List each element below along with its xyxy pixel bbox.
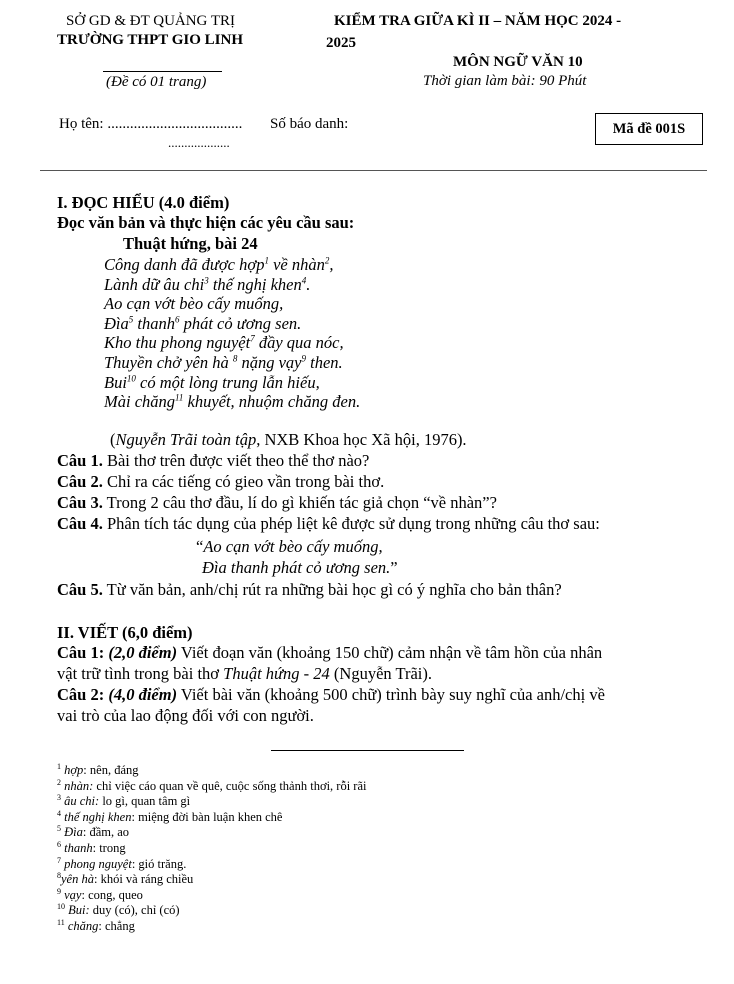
question-1: Câu 1. Bài thơ trên được viết theo thể thơ nào? <box>57 451 370 470</box>
footnote: $^{10}$ Bui: duy (có), chỉ (có) <box>57 902 180 918</box>
quoted-line-2: Đìa thanh phát cỏ ương sen.” <box>202 558 398 577</box>
poem-line: Ao cạn vớt bèo cấy muống, <box>104 294 284 314</box>
candidate-number-label: Số báo danh: <box>270 116 349 132</box>
subject-title: MÔN NGỮ VĂN 10 <box>453 54 583 70</box>
footnote-divider <box>271 750 464 751</box>
section2-heading: II. VIẾT (6,0 điểm) <box>57 623 193 642</box>
quoted-line-1: “Ao cạn vớt bèo cấy muống, <box>196 537 383 556</box>
writing-question-1: Câu 1: (2,0 điểm) Viết đoạn văn (khoảng 150 chữ) cảm nhận về tâm hồn của nhân vật trữ tình trong bài thơ Thuật hứng - 24 (Nguyễn Trãi). <box>57 643 603 683</box>
exam-code-box <box>595 113 703 145</box>
exam-code: Mã đề 001S <box>612 121 686 137</box>
questions <box>57 451 600 533</box>
question-3: Câu 3. Trong 2 câu thơ đầu, lí do gì khiến tác giả chọn “về nhàn”? <box>57 493 497 512</box>
page-count-note: (Đề có 01 trang) <box>106 74 207 90</box>
writing-question-2: Câu 2: (4,0 điểm) Viết bài văn (khoảng 500 chữ) trình bày suy nghĩ của anh/chị về vai trò của lao động đối với con người. <box>57 685 605 725</box>
exam-year: 2025 <box>326 35 356 51</box>
footnote: $^{11}$ chăng: chẳng <box>57 917 135 933</box>
school-name: TRƯỜNG THPT GIO LINH <box>57 32 244 48</box>
poem-line: Kho thu phong nguyệt$^7$ đầy qua nóc, <box>104 333 344 353</box>
poem-title: Thuật hứng, bài 24 <box>123 234 258 253</box>
poem <box>104 255 360 412</box>
candidate-number-dots: ................... <box>168 135 230 150</box>
footnote: $^2$ nhàn: chỉ việc cáo quan về quê, cuộc sống thảnh thơi, rỗi rãi <box>57 777 367 793</box>
footnotes <box>57 763 366 935</box>
poem-source: (Nguyễn Trãi toàn tập, NXB Khoa học Xã hội, 1976). <box>110 430 467 449</box>
section1-instruction: Đọc văn bản và thực hiện các yêu cầu sau: <box>57 213 355 232</box>
footnote: $^7$ phong nguyệt: gió trăng. <box>57 855 187 871</box>
section1-heading: I. ĐỌC HIỂU (4.0 điểm) <box>57 193 230 212</box>
footnote: $^9$ vạy: cong, queo <box>57 886 143 902</box>
poem-line: Lành dữ âu chi$^3$ thế nghị khen$^4$. <box>104 274 311 294</box>
question-2: Câu 2. Chỉ ra các tiếng có gieo vần trong bài thơ. <box>57 472 385 491</box>
footnote: $^1$ hợp: nên, đáng <box>57 761 139 777</box>
poem-line: Mài chăng$^{11}$ khuyết, nhuộm chăng đen. <box>104 392 361 412</box>
footnote: $^5$ Đìa: đầm, ao <box>57 824 130 840</box>
poem-line: Bui$^{10}$ có một lòng trung lẫn hiếu, <box>104 372 320 392</box>
header-separator <box>40 170 707 171</box>
footnote: $^3$ âu chi: lo gì, quan tâm gì <box>57 793 191 809</box>
exam-duration: Thời gian làm bài: 90 Phút <box>423 73 587 89</box>
question-4: Câu 4. Phân tích tác dụng của phép liệt kê được sử dụng trong những câu thơ sau: <box>57 514 600 533</box>
candidate-name-field: Họ tên: .................................... <box>59 116 243 132</box>
poem-line: Đìa$^5$ thanh$^6$ phát cỏ ương sen. <box>104 313 302 333</box>
question-5: Câu 5. Từ văn bản, anh/chị rút ra những bài học gì có ý nghĩa cho bản thân? <box>57 580 562 599</box>
poem-line: Công danh đã được hợp$^1$ về nhàn$^2$, <box>104 255 334 274</box>
footnote: $^6$ thanh: trong <box>57 839 126 855</box>
header-divider <box>103 71 222 72</box>
exam-title: KIỂM TRA GIỮA KÌ II – NĂM HỌC 2024 - <box>334 13 622 29</box>
footnote: $^8$yên hà: khói và ráng chiều <box>57 871 194 887</box>
footnote: $^4$ thế nghị khen: miệng đời bàn luận khen chê <box>57 808 283 824</box>
poem-line: Thuyền chở yên hà $^8$ nặng vạy$^9$ then. <box>104 352 343 372</box>
department-name: SỞ GD & ĐT QUẢNG TRỊ <box>66 13 236 29</box>
